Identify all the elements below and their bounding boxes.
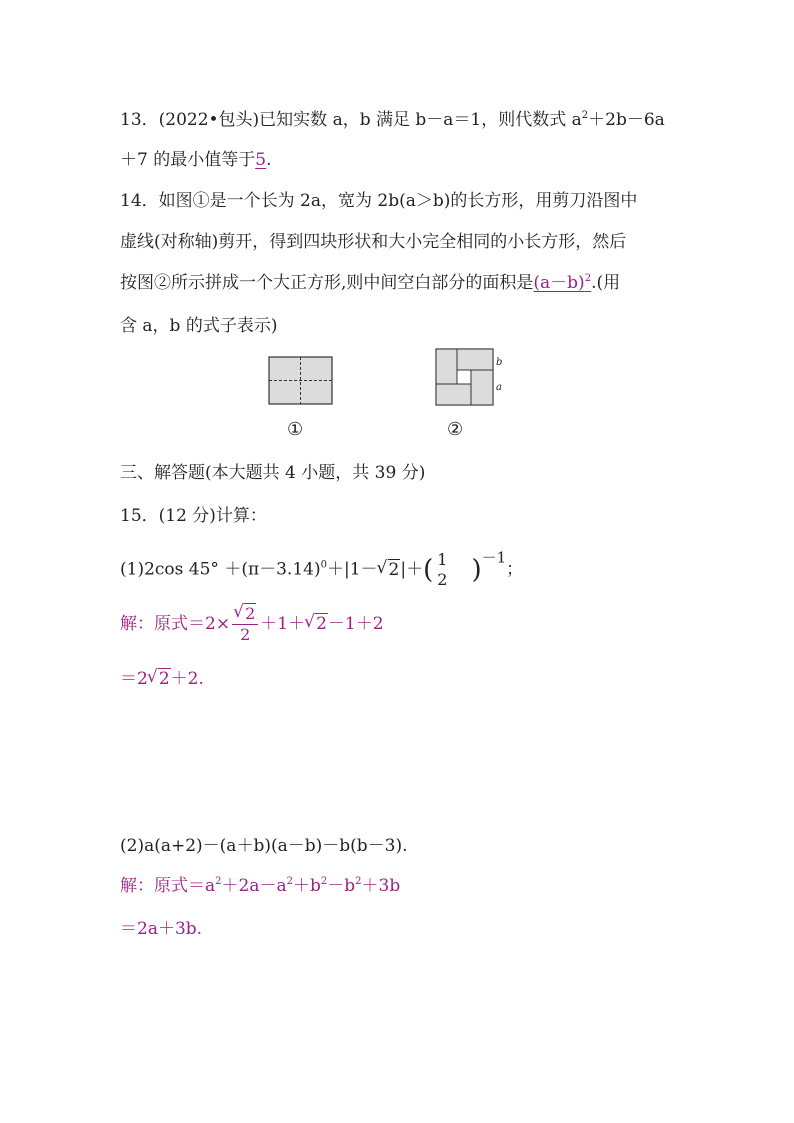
q15-sol2-d: －b [327,876,356,896]
q15-title: 15．(12 分)计算： [120,506,267,526]
q15-sol1-frac-sqrt [234,604,256,624]
q13-line2 [120,148,271,172]
q14-line2: 虚线(对称轴)剪开，得到四块形状和大小完全相同的小长方形，然后 [120,232,627,252]
q15-sol2-sup2: 2 [286,876,293,887]
figure-2-square [435,348,495,406]
q15-part2: (2)a(a+2)－(a＋b)(a－b)－b(b－3). [120,836,408,856]
q15-p1-sup: 0 [320,559,327,571]
figure-2-b-label: b [496,357,503,368]
q15-sol1-frac [232,604,258,645]
q13-answer: 5 [255,150,267,170]
q15-p1-text: (1)2cos 45° ＋(π－3.14) [120,559,321,580]
q15-sol1-l2-sqrt [148,667,171,691]
q15-sol2-sup1: 2 [215,876,222,887]
q15-part1 [120,548,524,589]
q14-line3-text: 按图②所示拼成一个大正方形,则中间空白部分的面积是 [120,273,534,293]
figure-2-a-label: a [496,382,502,393]
section-3-heading: 三、解答题(本大题共 4 小题，共 39 分) [120,463,426,483]
q15-sol1-sqrt [305,612,328,636]
q15-p1-plus: |＋ [400,559,424,580]
q13-line2-text: ＋7 的最小值等于 [120,150,256,170]
q15-solution2-line1 [120,874,400,898]
q15-sol2-a: 解：原式＝a [120,876,216,896]
q15-sol2-b: ＋2a－a [221,876,287,896]
q15-p1-frac-num: 1 [437,550,448,569]
q15-sol1-text: 解：原式＝2× [120,614,231,634]
q13-sup: 2 [581,110,589,121]
q15-p1-frac [435,550,449,590]
q15-sol1-l2-text: ＝2 [120,669,148,689]
figure-1-rectangle [268,356,334,406]
q15-sol1-rad: 2 [316,614,327,634]
q14-line1: 14．如图①是一个长为 2a，宽为 2b(a＞b)的长方形，用剪刀沿图中 [120,191,638,211]
q15-sol2-e: ＋3b [361,876,401,896]
q15-p1-exp: －1 [481,548,507,567]
q13-line1 [120,108,665,132]
q15-sol2-c: ＋b [292,876,321,896]
q15-sol1-frac-num [232,604,258,625]
q15-p1-frac-den: 2 [437,570,448,589]
q15-p1-rad: 2 [388,559,400,580]
q15-sol1-plus: ＋1＋ [260,614,306,634]
q15-p1-end: ； [506,559,524,580]
q13-text-tail: ＋2b－6a [588,110,665,130]
q14-line4: 含 a，b 的式子表示) [120,316,278,336]
q15-p1-lparen: ( [423,555,434,585]
q15-sol1-frac-den: 2 [240,625,251,644]
q15-p1-rparen: ) [471,555,482,585]
figure-2-label: ② [447,419,464,440]
q15-sol1-tail: －1＋2 [327,614,384,634]
q15-p1-sqrt [378,558,401,582]
q14-answer-text: (a－b) [533,273,585,293]
q14-line3-tail: .(用 [591,273,621,293]
q13-text: 13．(2022•包头)已知实数 a，b 满足 b－a＝1，则代数式 a [120,110,582,130]
q14-line3 [120,271,620,295]
q15-sol1-l2-rad: 2 [158,669,170,689]
q15-p1-abs: ＋|1－ [326,559,378,580]
q14-answer-sup: 2 [584,273,592,284]
q14-answer [533,273,591,293]
q15-sol2-sup4: 2 [355,876,362,887]
q15-sol2-sup3: 2 [320,876,328,887]
q15-sol1-frac-rad: 2 [245,604,256,623]
q13-period: . [266,150,272,170]
figure-1-label: ① [287,419,304,440]
q15-solution1-line2 [120,667,204,691]
q15-sol1-l2-tail: ＋2. [170,669,204,689]
q15-solution2-line2: ＝2a＋3b. [120,919,203,939]
q15-solution1-line1 [120,604,384,648]
